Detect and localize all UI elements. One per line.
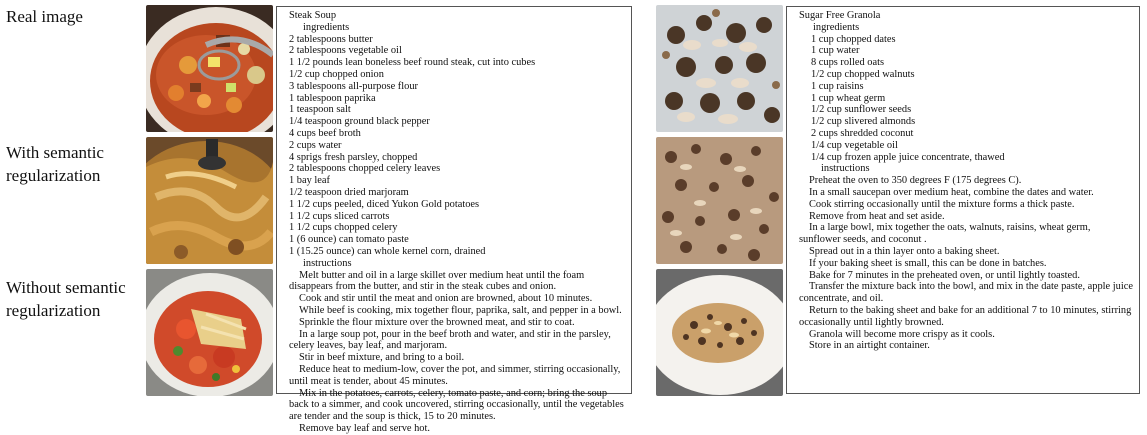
instruction-step: In a small saucepan over medium heat, combine the dates and water. — [809, 186, 1094, 198]
ingredient-line: 1 (15.25 ounce) can whole kernel corn, drained — [289, 245, 486, 257]
instruction-step: Remove from heat and set aside. — [809, 210, 945, 222]
ingredient-line: 2 cups water — [289, 139, 342, 151]
ingredient-line: 1 (6 ounce) can tomato paste — [289, 234, 409, 246]
ingredient-line: 1/4 cup vegetable oil — [811, 139, 898, 151]
instruction-step: While beef is cooking, mix together flour, paprika, salt, and pepper in a bowl. — [299, 304, 622, 316]
instruction-step: Transfer the mixture back into the bowl, and mix in the date paste, apple juice concentrate, and oil. — [799, 281, 1133, 305]
ingredient-line: 1 cup wheat germ — [811, 92, 886, 104]
ingredients-list — [289, 34, 625, 258]
recipe-title: Sugar Free Granola — [799, 10, 881, 21]
ingredient-line: 1 teaspoon salt — [289, 104, 351, 116]
granola-without-regularization-photo — [656, 269, 783, 396]
row-label-real-image: Real image — [6, 7, 83, 26]
instruction-step: Mix in the potatoes, carrots, celery, tomato paste, and corn; bring the soup back to a simmer, and cook uncovered, stirring occasionally, until the vegetables are tender and the soup is thick, 15 to 20 minutes. — [289, 387, 624, 423]
instructions-list — [289, 270, 625, 435]
ingredient-line: 8 cups rolled oats — [811, 57, 885, 69]
ingredients-list — [811, 34, 1133, 164]
instruction-step: Remove bay leaf and serve hot. — [299, 422, 430, 434]
instructions-list — [799, 175, 1133, 352]
ingredient-line: 4 sprigs fresh parsley, chopped — [289, 151, 418, 163]
ingredient-line: 3 tablespoons all-purpose flour — [289, 80, 418, 92]
ingredient-line: 2 tablespoons butter — [289, 33, 373, 45]
ingredient-line: 4 cups beef broth — [289, 127, 361, 139]
ingredient-line: 1 cup raisins — [811, 80, 864, 92]
instruction-step: Spread out in a thin layer onto a baking sheet. — [809, 245, 1000, 257]
ingredients-label: ingredients — [303, 21, 350, 33]
ingredient-line: 2 tablespoons chopped celery leaves — [289, 163, 441, 175]
instruction-step: Preheat the oven to 350 degrees F (175 degrees C). — [809, 175, 1022, 187]
ingredient-line: 1 bay leaf — [289, 175, 330, 187]
instruction-step: Cook and stir until the meat and onion are browned, about 10 minutes. — [299, 293, 593, 305]
instructions-label: instructions — [821, 163, 870, 175]
steak-soup-without-regularization-photo — [146, 269, 273, 396]
ingredient-line: 1/4 cup frozen apple juice concentrate, thawed — [811, 151, 1005, 163]
instruction-step: Sprinkle the flour mixture over the browned meat, and stir to coat. — [299, 316, 575, 328]
instruction-step: In a large bowl, mix together the oats, walnuts, raisins, wheat germ, sunflower seeds, and coconut . — [799, 222, 1091, 246]
recipe-steak-soup — [276, 6, 632, 434]
recipe-title: Steak Soup — [289, 10, 337, 21]
granola-with-regularization-photo — [656, 137, 783, 264]
ingredient-line: 1 1/2 pounds lean boneless beef round steak, cut into cubes — [289, 57, 536, 69]
ingredient-line: 1 cup chopped dates — [811, 33, 896, 45]
instruction-step: Granola will become more crispy as it cools. — [809, 328, 995, 340]
instructions-label: instructions — [303, 257, 352, 269]
ingredient-line: 2 cups shredded coconut — [811, 127, 914, 139]
ingredient-line: 1 1/2 cups chopped celery — [289, 222, 398, 234]
ingredient-line: 1/4 teaspoon ground black pepper — [289, 116, 430, 128]
instruction-step: Stir in beef mixture, and bring to a boil. — [299, 352, 465, 364]
ingredient-line: 1/2 cup chopped onion — [289, 68, 384, 80]
ingredient-line: 2 tablespoons vegetable oil — [289, 45, 402, 57]
instruction-step: Reduce heat to medium-low, cover the pot, and simmer, stirring occasionally, until meat is tender, about 45 minutes. — [289, 363, 621, 387]
steak-soup-real-photo — [146, 5, 273, 132]
ingredient-line: 1 1/2 cups peeled, diced Yukon Gold potatoes — [289, 198, 480, 210]
instruction-step: Store in an airtight container. — [809, 340, 930, 352]
ingredient-line: 1/2 cup sunflower seeds — [811, 104, 912, 116]
instruction-step: In a large soup pot, pour in the beef broth and water, and stir in the parsley, celery leaves, bay leaf, and marjoram. — [289, 328, 611, 352]
ingredient-line: 1/2 cup chopped walnuts — [811, 68, 915, 80]
ingredient-line: 1 cup water — [811, 45, 860, 57]
instruction-step: Bake for 7 minutes in the preheated oven, or until lightly toasted. — [809, 269, 1080, 281]
ingredient-line: 1/2 teaspoon dried marjoram — [289, 186, 409, 198]
instruction-step: Return to the baking sheet and bake for an additional 7 to 10 minutes, stirring occasionally until lightly browned. — [799, 304, 1132, 328]
ingredient-line: 1 1/2 cups sliced carrots — [289, 210, 390, 222]
steak-soup-with-regularization-photo — [146, 137, 273, 264]
row-label-without-semantic-regularization: Without semantic regularization — [6, 278, 126, 320]
granola-real-photo — [656, 5, 783, 132]
instruction-step: Melt butter and oil in a large skillet over medium heat until the foam disappears from the butter, and stir in the steak cubes and onion. — [289, 269, 585, 293]
recipe-sugar-free-granola — [786, 6, 1140, 394]
row-label-with-semantic-regularization: With semantic regularization — [6, 143, 104, 185]
ingredient-line: 1 tablespoon paprika — [289, 92, 376, 104]
ingredients-label: ingredients — [813, 21, 860, 33]
ingredient-line: 1/2 cup slivered almonds — [811, 116, 916, 128]
instruction-step: Cook stirring occasionally until the mixture forms a thick paste. — [809, 198, 1075, 210]
instruction-step: If your baking sheet is small, this can be done in batches. — [809, 257, 1047, 269]
